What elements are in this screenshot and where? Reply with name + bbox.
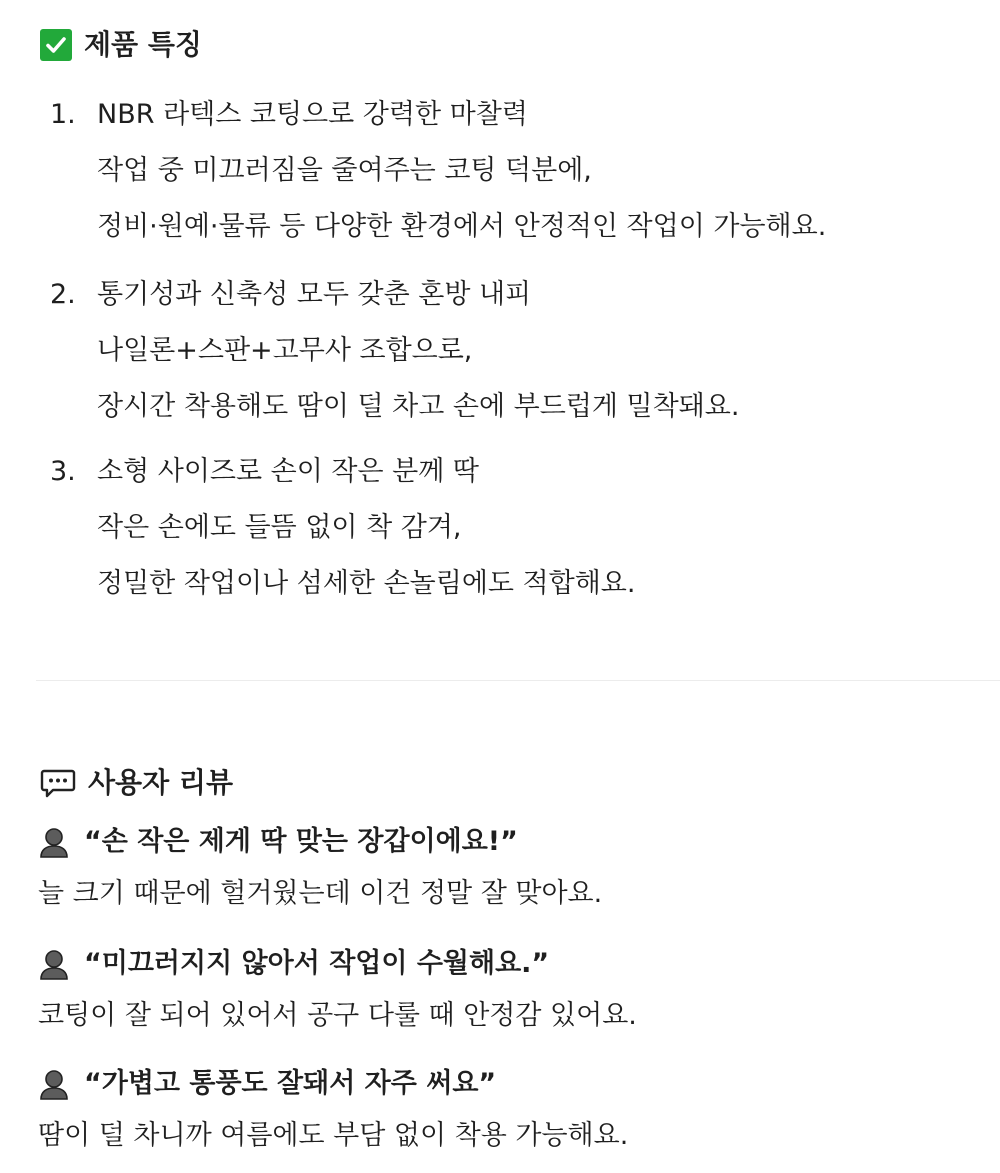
feature-number: 1. — [50, 99, 76, 130]
review-title-row — [38, 820, 518, 864]
feature-description: 나일론+스판+고무사 조합으로, — [97, 335, 473, 366]
review-title-row — [38, 942, 549, 986]
speech-balloon-icon — [40, 767, 76, 799]
feature-description: 정밀한 작업이나 섬세한 손놀림에도 적합해요. — [97, 568, 636, 599]
features-heading-text: 제품 특징 — [84, 28, 202, 61]
reviews-heading-text: 사용자 리뷰 — [88, 766, 233, 799]
feature-title: 통기성과 신축성 모두 갖춘 혼방 내피 — [97, 279, 532, 310]
review-title: “가볍고 통풍도 잘돼서 자주 써요” — [84, 1068, 497, 1099]
features-heading — [40, 27, 202, 63]
feature-number: 3. — [50, 456, 76, 487]
review-title-row — [38, 1062, 496, 1106]
feature-description: 정비·원예·물류 등 다양한 환경에서 안정적인 작업이 가능해요. — [97, 211, 827, 242]
check-mark-button-icon — [40, 29, 72, 61]
person-silhouette-icon — [38, 1068, 70, 1100]
review-title: “미끄러지지 않아서 작업이 수월해요.” — [84, 948, 550, 979]
feature-number: 2. — [50, 279, 76, 310]
review-body: 코팅이 잘 되어 있어서 공구 다룰 때 안정감 있어요. — [38, 1000, 637, 1031]
feature-description: 작은 손에도 들뜸 없이 착 감겨, — [97, 512, 462, 543]
review-body: 늘 크기 때문에 헐거웠는데 이건 정말 잘 맞아요. — [38, 878, 603, 909]
section-divider — [36, 680, 1000, 681]
feature-description: 장시간 착용해도 땀이 덜 차고 손에 부드럽게 밀착돼요. — [97, 391, 740, 422]
review-body: 땀이 덜 차니까 여름에도 부담 없이 착용 가능해요. — [38, 1120, 629, 1151]
person-silhouette-icon — [38, 948, 70, 980]
review-title: “손 작은 제게 딱 맞는 장갑이에요!” — [84, 826, 518, 857]
feature-description: 작업 중 미끄러짐을 줄여주는 코팅 덕분에, — [97, 155, 592, 186]
feature-title: 소형 사이즈로 손이 작은 분께 딱 — [97, 456, 479, 487]
feature-title: NBR 라텍스 코팅으로 강력한 마찰력 — [97, 99, 528, 130]
person-silhouette-icon — [38, 826, 70, 858]
reviews-heading — [40, 765, 233, 801]
